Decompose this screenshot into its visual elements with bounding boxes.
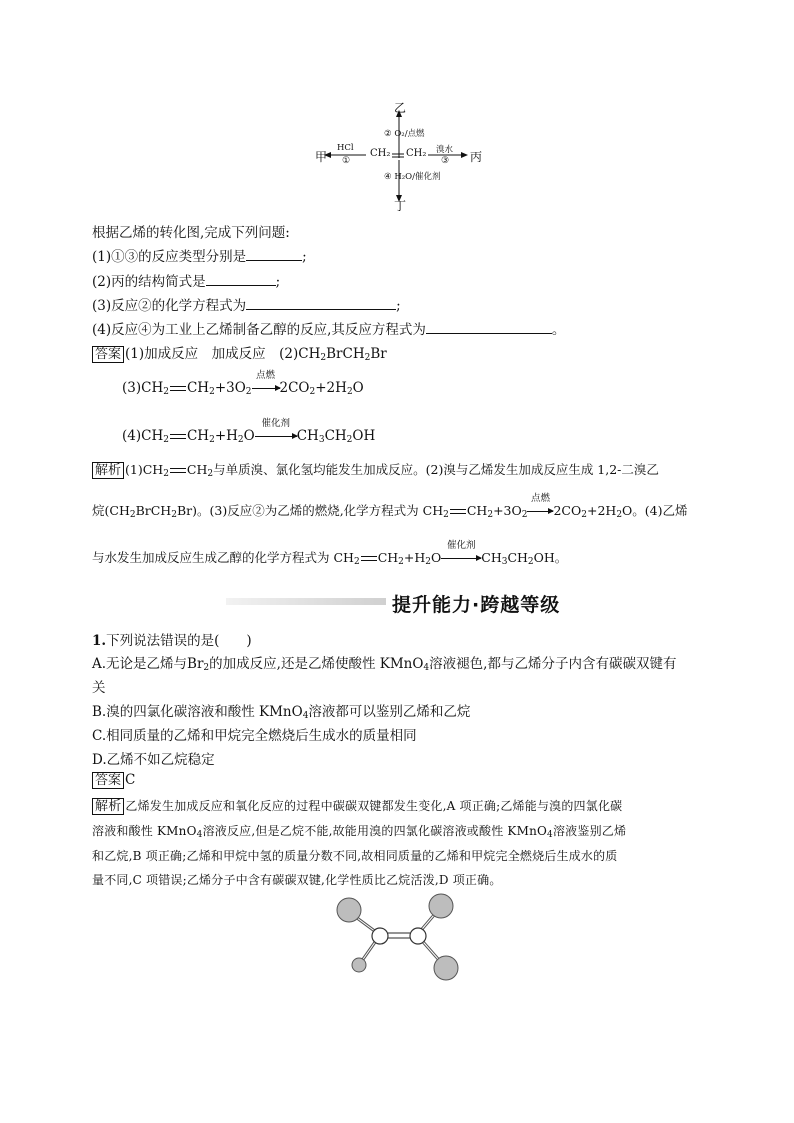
exp-text: CH: [507, 550, 528, 565]
subscript: 2: [320, 353, 327, 363]
part-1-text: (1)①③的反应类型分别是: [92, 249, 247, 265]
eq-text: (4)CH: [122, 428, 164, 444]
subscript: 2: [425, 557, 431, 567]
exp-text: 2CO: [553, 503, 582, 518]
explanation-2-line-1: [92, 797, 622, 815]
exp-text: 溶液和酸性 KMnO: [92, 824, 197, 838]
subscript: 4: [547, 830, 553, 840]
question-number: 1.: [92, 633, 107, 649]
answer-text: Br: [370, 346, 387, 362]
eq-text: 2CO: [279, 380, 310, 396]
section-title: 提升能力·跨越等级: [392, 594, 561, 616]
question-stem: 根据乙烯的转化图,完成下列问题:: [92, 225, 290, 241]
scheme-product-bottom: 丁: [394, 199, 407, 213]
double-bond: [450, 509, 466, 514]
ethylene-conversion-scheme: [300, 98, 500, 213]
subscript: 2: [346, 387, 353, 397]
answer-blank: [246, 248, 302, 261]
question-part-4: [92, 318, 565, 338]
answer-equation-4: [122, 418, 376, 445]
exp-text: CH: [466, 503, 488, 518]
scheme-cond-left-bottom: ①: [342, 156, 351, 166]
reaction-condition: 点燃: [256, 370, 276, 381]
explanation-1-line-3: [92, 540, 568, 567]
exp-text: 溶液鉴别乙烯: [552, 824, 627, 838]
subscript: 4: [302, 711, 309, 721]
subscript: 2: [237, 435, 244, 445]
subscript: 3: [501, 557, 508, 567]
section-header-bar: [226, 598, 386, 605]
subscript: 2: [346, 435, 353, 445]
answer-equation-3: [122, 370, 364, 397]
double-bond: [361, 556, 377, 561]
eq-text: O: [243, 428, 255, 444]
eq-text: CH: [186, 428, 210, 444]
subscript: 2: [129, 510, 136, 520]
subscript: 2: [521, 510, 528, 520]
answer-text: BrCH: [326, 346, 365, 362]
double-bond: [170, 386, 186, 391]
exp-text: 乙烯发生加成反应和氧化反应的过程中碳碳双键都发生变化,A 项正确;乙烯能与溴的四氯化碳: [125, 799, 623, 813]
subscript: 2: [209, 387, 215, 397]
subscript: 2: [443, 510, 449, 520]
subscript: 2: [581, 510, 587, 520]
subscript: 2: [353, 557, 360, 567]
subscript: 2: [616, 510, 623, 520]
subscript: 4: [196, 830, 203, 840]
scheme-product-left: 甲: [315, 150, 328, 164]
subscript: 4: [423, 663, 430, 673]
question-part-2: [92, 270, 280, 290]
subscript: 2: [171, 510, 177, 520]
atom-small: [352, 958, 366, 972]
option-a: [92, 652, 676, 673]
subscript: 3: [318, 435, 325, 445]
answer-tag: 答案: [92, 346, 124, 363]
scheme-cond-bottom: ④ H₂O/催化剂: [384, 172, 441, 182]
explanation-tag: 解析: [92, 798, 124, 815]
part-1-end: ;: [302, 249, 307, 265]
scheme-cond-right-bottom: ③: [441, 156, 450, 166]
subscript: 2: [398, 557, 404, 567]
part-4-text: (4)反应④为工业上乙烯制备乙醇的反应,其反应方程式为: [92, 322, 426, 338]
answer-blank: [206, 273, 276, 286]
answer-2: [92, 772, 135, 789]
exp-text: 与单质溴、氯化氢均能发生加成反应。(2)溴与乙烯发生加成反应生成 1,2-二溴乙: [213, 462, 659, 477]
subscript: 2: [364, 353, 371, 363]
exp-text: CH: [186, 462, 208, 477]
option-text: 的加成反应,还是乙烯使酸性 KMnO: [209, 656, 424, 672]
reaction-arrow: [527, 493, 553, 518]
scheme-cond-right-top: 溴水: [436, 145, 454, 155]
scheme-cond-top: ② O₂/点燃: [384, 129, 425, 139]
explanation-2-line-2: [92, 822, 626, 840]
scheme-product-right: 丙: [470, 150, 483, 164]
exp-text: Br)。(3)反应②为乙烯的燃烧,化学方程式为 CH: [176, 503, 444, 518]
option-c: C.相同质量的乙烯和甲烷完全燃烧后生成水的质量相同: [92, 728, 417, 744]
part-2-text: (2)丙的结构简式是: [92, 274, 206, 290]
exp-text: 烷(CH: [92, 503, 130, 518]
answer-tag: 答案: [92, 772, 124, 789]
explanation-tag: 解析: [92, 462, 124, 479]
option-d: D.乙烯不如乙烷稳定: [92, 752, 215, 768]
option-text: B.溴的四氯化碳溶液和酸性 KMnO: [92, 704, 303, 720]
exp-text: +2H: [586, 503, 617, 518]
subscript: 2: [245, 387, 252, 397]
subscript: 2: [163, 387, 169, 397]
exp-text: (1)CH: [125, 462, 164, 477]
answer-text: (1)加成反应 加成反应 (2)CH: [125, 346, 321, 362]
eq-text: CH: [186, 380, 210, 396]
atom-large: [434, 956, 458, 980]
explanation-2-line-4: 量不同,C 项错误;乙烯分子中含有碳碳双键,化学性质比乙烷活泼,D 项正确。: [92, 873, 502, 887]
question-text: 下列说法错误的是( ): [106, 633, 252, 649]
subscript: 2: [309, 387, 316, 397]
answer-blank: [246, 297, 396, 310]
subscript: 2: [203, 663, 210, 673]
eq-text: +H: [214, 428, 238, 444]
part-3-end: ;: [396, 298, 401, 314]
exp-text: 溶液反应,但是乙烷不能,故能用溴的四氯化碳溶液或酸性 KMnO: [202, 824, 548, 838]
exp-text: O。(4)乙烯: [622, 503, 688, 518]
double-bond: [170, 434, 186, 439]
option-a-continued: 关: [92, 680, 106, 696]
subscript: 2: [209, 435, 215, 445]
carbon-atom: [372, 928, 388, 944]
reaction-arrow: [441, 540, 481, 565]
question-part-3: [92, 294, 401, 314]
exp-text: BrCH: [135, 503, 172, 518]
option-b: [92, 700, 470, 721]
answer-value: C: [125, 772, 136, 788]
subscript: 2: [527, 557, 534, 567]
exp-text: OH。: [533, 550, 568, 565]
part-2-end: ;: [275, 274, 281, 290]
exp-text: CH: [377, 550, 399, 565]
option-text: 溶液都可以鉴别乙烯和乙烷: [308, 704, 471, 720]
reaction-condition: 点燃: [530, 493, 550, 504]
subscript: 2: [207, 469, 214, 479]
double-bond: [170, 468, 186, 473]
eq-text: CH: [296, 428, 319, 444]
subscript: 2: [163, 469, 169, 479]
eq-text: O: [352, 380, 364, 396]
subscript: 2: [487, 510, 494, 520]
exp-text: +H: [403, 550, 426, 565]
eq-text: +3O: [214, 380, 246, 396]
subscript: 2: [163, 435, 169, 445]
exp-text: CH: [481, 550, 502, 565]
reaction-arrow: [252, 370, 280, 396]
question-part-1: [92, 245, 307, 265]
atom-large: [429, 894, 453, 918]
scheme-cond-left-top: HCl: [337, 143, 354, 153]
eq-text: +2H: [315, 380, 347, 396]
answer-blank: [426, 321, 552, 334]
reaction-condition: 催化剂: [446, 540, 476, 551]
option-text: 溶液褪色,都与乙烯分子内含有碳碳双键有: [429, 656, 677, 672]
reaction-arrow: [255, 418, 297, 444]
exp-text: +3O: [493, 503, 522, 518]
ethylene-ball-stick-model: [330, 890, 470, 990]
eq-text: CH: [324, 428, 347, 444]
carbon-atom: [410, 928, 426, 944]
part-3-text: (3)反应②的化学方程式为: [92, 298, 247, 314]
part-4-end: 。: [551, 322, 566, 338]
option-text: A.无论是乙烯与Br: [92, 656, 204, 672]
eq-text: (3)CH: [122, 380, 164, 396]
atom-large: [337, 898, 361, 922]
scheme-center-right: CH₂: [406, 148, 427, 159]
scheme-product-top: 乙: [394, 101, 407, 115]
reaction-condition: 催化剂: [261, 418, 290, 429]
question-2-stem: [92, 629, 252, 649]
explanation-2-line-3: 和乙烷,B 项正确;乙烯和甲烷中氢的质量分数不同,故相同质量的乙烯和甲烷完全燃烧后生成水的质: [92, 849, 618, 863]
scheme-center-left: CH₂: [370, 148, 391, 159]
explanation-1-line-2: [92, 493, 688, 520]
exp-text: 与水发生加成反应生成乙醇的化学方程式为 CH: [92, 550, 354, 565]
explanation-1-line-1: [92, 460, 659, 479]
exp-text: O: [431, 550, 442, 565]
eq-text: OH: [352, 428, 376, 444]
answer-1: [92, 342, 387, 363]
